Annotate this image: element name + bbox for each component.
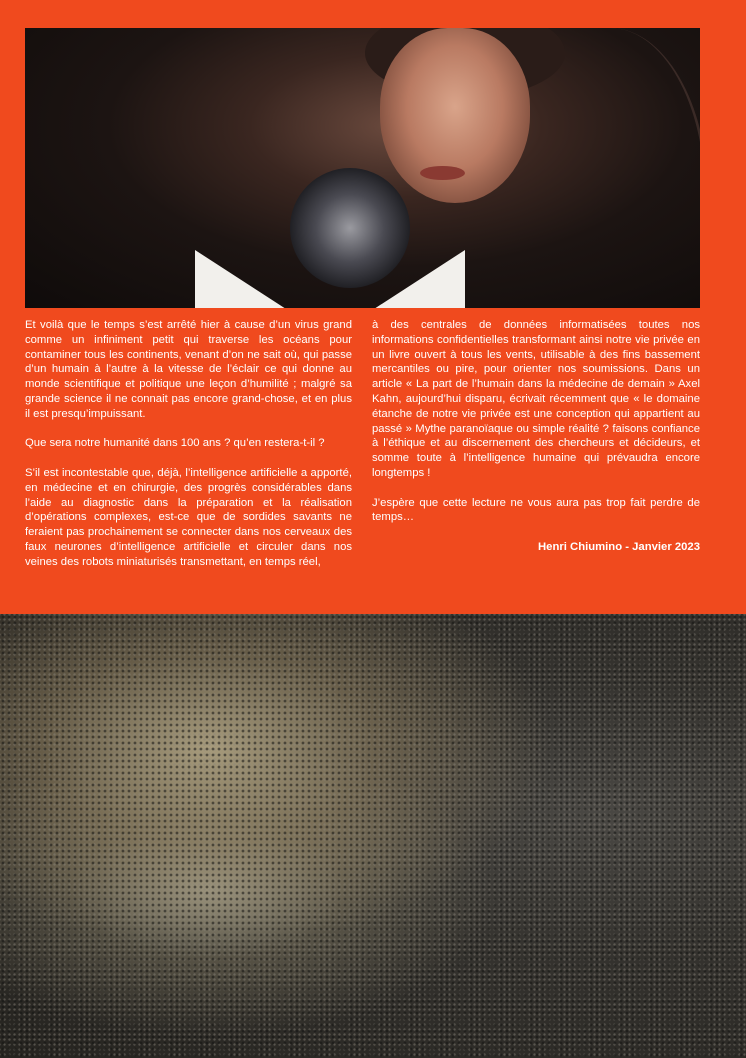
hero-cable (545, 28, 700, 308)
article-right-column (372, 318, 700, 555)
paragraph-3: S’il est incontestable que, déjà, l’intelligence artificielle a apporté, en médecine et en chirurgie, des progrès considérables dans l’aide au diagnostic dans la préparation et la réalisation d’opérations complexes, est-ce que de sordides savants ne feraient pas prochainement se connecter dans nos cerveaux des faux neurones d’intelligence artificielle et circuler dans nos veines des robots miniaturisés transmettant, en temps réel, (25, 466, 352, 568)
paragraph-5: J’espère que cette lecture ne vous aura pas trop fait perdre de temps… (372, 496, 700, 524)
paragraph-4: à des centrales de données informatisées toutes nos informations confidentielles transformant ainsi notre vie privée en un livre ouvert à tous les vents, utilisable à des fins bassement mercantiles ou pire, pour orienter nos soumissions. Dans un article « La part de l’humain dans la médecine de demain » Axel Kahn, aujourd’hui disparu, écrivait récemment que « le domaine étanche de notre vie privée est une conception qui appartient au passé » Mythe paranoïaque ou simple réalité ? faisons confiance à l’éthique et au discernement des chercheurs et décideurs, et somme toute à l’intelligence humaine qui prévaudra encore longtemps ! (372, 319, 700, 479)
hero-lips (420, 166, 465, 180)
paragraph-1: Et voilà que le temps s’est arrêté hier à cause d’un virus grand comme un infiniment petit qui traverse les océans pour contaminer tous les continents, venant d’on ne sait où, qui passe d’un humain à l’autre à la vitesse de l’éclair ce qui donne au monde scientifique et politique une leçon d’humilité ; malgré sa grande science il ne connait pas encore grand-chose, et en plus il est presqu’impuissant. (25, 319, 352, 420)
hero-mechanical-neck (290, 168, 410, 288)
article-left-column (25, 318, 352, 584)
paragraph-2: Que sera notre humanité dans 100 ans ? qu’en restera-t-il ? (25, 437, 325, 450)
hero-image (25, 28, 700, 308)
author-signature: Henri Chiumino - Janvier 2023 (538, 540, 700, 553)
map-sand-photo (0, 614, 746, 1058)
